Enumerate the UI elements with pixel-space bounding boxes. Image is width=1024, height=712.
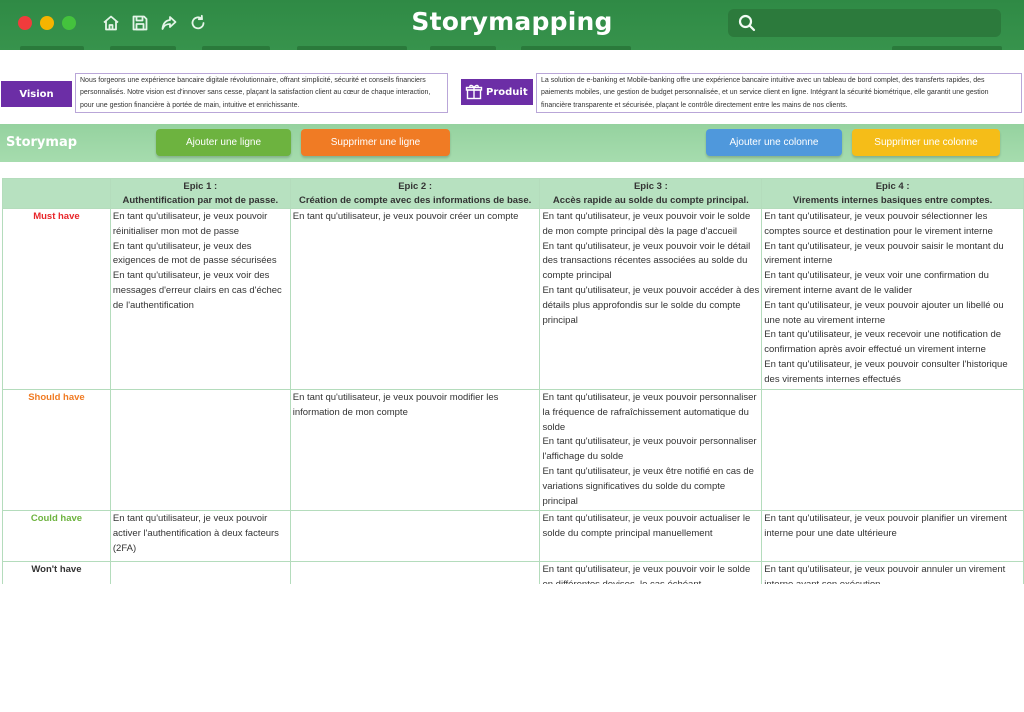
ribbon-tab[interactable] bbox=[892, 46, 1002, 50]
storymap-table bbox=[2, 178, 1024, 595]
search-input[interactable] bbox=[728, 9, 1001, 37]
user-story: En tant qu'utilisateur, je veux recevoir une notification de confirmation après avoir effectué un virement interne bbox=[764, 329, 1002, 356]
epic-header[interactable] bbox=[762, 179, 1024, 209]
ribbon-tab[interactable] bbox=[202, 46, 270, 50]
user-story: En tant qu'utilisateur, je veux pouvoir créer un compte bbox=[292, 211, 519, 222]
priority-label: Must have bbox=[3, 209, 111, 390]
story-cell[interactable] bbox=[540, 390, 762, 511]
story-cell[interactable] bbox=[110, 511, 290, 562]
produit-label-text: Produit bbox=[486, 86, 528, 98]
story-cell[interactable] bbox=[290, 390, 540, 511]
corner-cell bbox=[3, 179, 111, 209]
ribbon-tab[interactable] bbox=[297, 46, 407, 50]
epic-number: Epic 1 : bbox=[183, 181, 218, 192]
add-row-button[interactable]: Ajouter une ligne bbox=[156, 129, 291, 156]
story-cell[interactable] bbox=[762, 511, 1024, 562]
search-icon bbox=[737, 13, 757, 33]
user-story: En tant qu'utilisateur, je veux pouvoir personnaliser l'affichage du solde bbox=[542, 436, 757, 463]
priority-label: Won't have bbox=[3, 562, 111, 595]
user-story: En tant qu'utilisateur, je veux pouvoir voir le solde bbox=[542, 564, 751, 576]
story-cell[interactable] bbox=[540, 511, 762, 562]
epic-title: Authentification par mot de passe. bbox=[122, 194, 279, 206]
storymap-title: Storymap bbox=[6, 135, 78, 150]
story-cell[interactable] bbox=[762, 390, 1024, 511]
epic-title: Accès rapide au solde du compte principal. bbox=[552, 194, 749, 206]
storymap-toolbar bbox=[0, 124, 1024, 162]
story-cell[interactable] bbox=[110, 209, 290, 390]
user-story: En tant qu'utilisateur, je veux pouvoir actualiser le solde du compte principal manuellement bbox=[542, 513, 751, 540]
must-have-row bbox=[3, 209, 1024, 390]
user-story: En tant qu'utilisateur, je veux voir des messages d'erreur clairs en cas d'échec de l'authentification bbox=[112, 270, 282, 311]
ribbon-tab[interactable] bbox=[430, 46, 496, 50]
user-story: En tant qu'utilisateur, je veux pouvoir modifier les information de mon compte bbox=[292, 392, 499, 418]
produit-label bbox=[461, 79, 533, 105]
could-have-row bbox=[3, 511, 1024, 562]
vision-label: Vision bbox=[1, 81, 72, 107]
epic-header-row bbox=[3, 179, 1024, 209]
ribbon-tab[interactable] bbox=[20, 46, 84, 50]
user-story: En tant qu'utilisateur, je veux pouvoir ajouter un libellé ou une note au virement interne bbox=[764, 299, 1004, 326]
add-column-button[interactable]: Ajouter une colonne bbox=[706, 129, 842, 156]
story-cell[interactable] bbox=[762, 209, 1024, 390]
epic-title: Virements internes basiques entre comptes. bbox=[792, 194, 993, 206]
vision-text: Nous forgeons une expérience bancaire digitale révolutionnaire, offrant simplicité, sécurité et conseils financiers personnalisés. Notre vision est d'innover sans cesse, plaçant la satisfaction client au cœur de chaque interaction, pour une gestion financière à portée de main, intuitive et enrichissante. bbox=[75, 73, 448, 113]
epic-number: Epic 4 : bbox=[875, 181, 910, 192]
priority-label: Could have bbox=[3, 511, 111, 562]
user-story: En tant qu'utilisateur, je veux pouvoir réinitialiser mon mot de passe bbox=[112, 211, 268, 237]
user-story: En tant qu'utilisateur, je veux pouvoir accéder à des détails plus approfondis sur le solde du compte principal bbox=[542, 284, 760, 326]
user-story: En tant qu'utilisateur, je veux pouvoir personnaliser la fréquence de rafraîchissement automatique du solde bbox=[542, 392, 757, 433]
user-story: En tant qu'utilisateur, je veux pouvoir activer l'authentification à deux facteurs (2FA) bbox=[112, 513, 279, 554]
user-story: En tant qu'utilisateur, je veux pouvoir saisir le montant du virement interne bbox=[764, 240, 1004, 267]
delete-row-button[interactable]: Supprimer une ligne bbox=[301, 129, 450, 156]
user-story: En tant qu'utilisateur, je veux être notifié en cas de variations significatives du solde du compte principal bbox=[542, 465, 754, 507]
story-cell[interactable] bbox=[290, 511, 540, 562]
user-story: En tant qu'utilisateur, je veux pouvoir annuler un virement bbox=[764, 564, 1006, 576]
produit-text: La solution de e-banking et Mobile-banking offre une expérience bancaire intuitive avec un tableau de bord complet, des transferts rapides, des paiements mobiles, une gestion de budget personnalisée, et un service client en ligne. Intégrant la sécurité biométrique, elle garantit une gestion financière transparente et sécurisée, plaçant le contrôle directement entre les mains de nos clients. bbox=[536, 73, 1022, 113]
ribbon-tab[interactable] bbox=[521, 46, 631, 50]
user-story: En tant qu'utilisateur, je veux voir une confirmation du virement interne avant de le valider bbox=[764, 270, 989, 296]
user-story: En tant qu'utilisateur, je veux pouvoir voir le détail des transactions récentes associées au solde du compte principal bbox=[542, 240, 751, 282]
user-story: En tant qu'utilisateur, je veux pouvoir consulter l'historique des virements internes effectués bbox=[764, 358, 1008, 385]
epic-header[interactable] bbox=[540, 179, 762, 209]
ribbon-tab[interactable] bbox=[110, 46, 176, 50]
epic-header[interactable] bbox=[110, 179, 290, 209]
story-cell[interactable] bbox=[540, 209, 762, 390]
user-story: En tant qu'utilisateur, je veux pouvoir planifier un virement interne pour une date ultérieure bbox=[764, 513, 1007, 540]
app-title: Storymapping bbox=[411, 7, 613, 36]
should-have-row bbox=[3, 390, 1024, 511]
user-story: En tant qu'utilisateur, je veux pouvoir sélectionner les comptes source et destination pour le virement interne bbox=[764, 211, 993, 237]
story-cell[interactable] bbox=[290, 209, 540, 390]
delete-column-button[interactable]: Supprimer une colonne bbox=[852, 129, 1000, 156]
user-story: En tant qu'utilisateur, je veux des exigences de mot de passe sécurisées bbox=[112, 240, 277, 267]
epic-number: Epic 3 : bbox=[633, 181, 668, 192]
user-story: En tant qu'utilisateur, je veux pouvoir voir le solde de mon compte principal dès la page d'accueil bbox=[542, 211, 751, 237]
gift-icon bbox=[465, 83, 483, 101]
priority-label: Should have bbox=[3, 390, 111, 511]
title-bar bbox=[0, 0, 1024, 50]
epic-title: Création de compte avec des informations de base. bbox=[298, 194, 532, 206]
epic-header[interactable] bbox=[290, 179, 540, 209]
epic-number: Epic 2 : bbox=[398, 181, 432, 192]
story-cell[interactable] bbox=[110, 390, 290, 511]
page-bottom-area bbox=[0, 584, 1024, 712]
